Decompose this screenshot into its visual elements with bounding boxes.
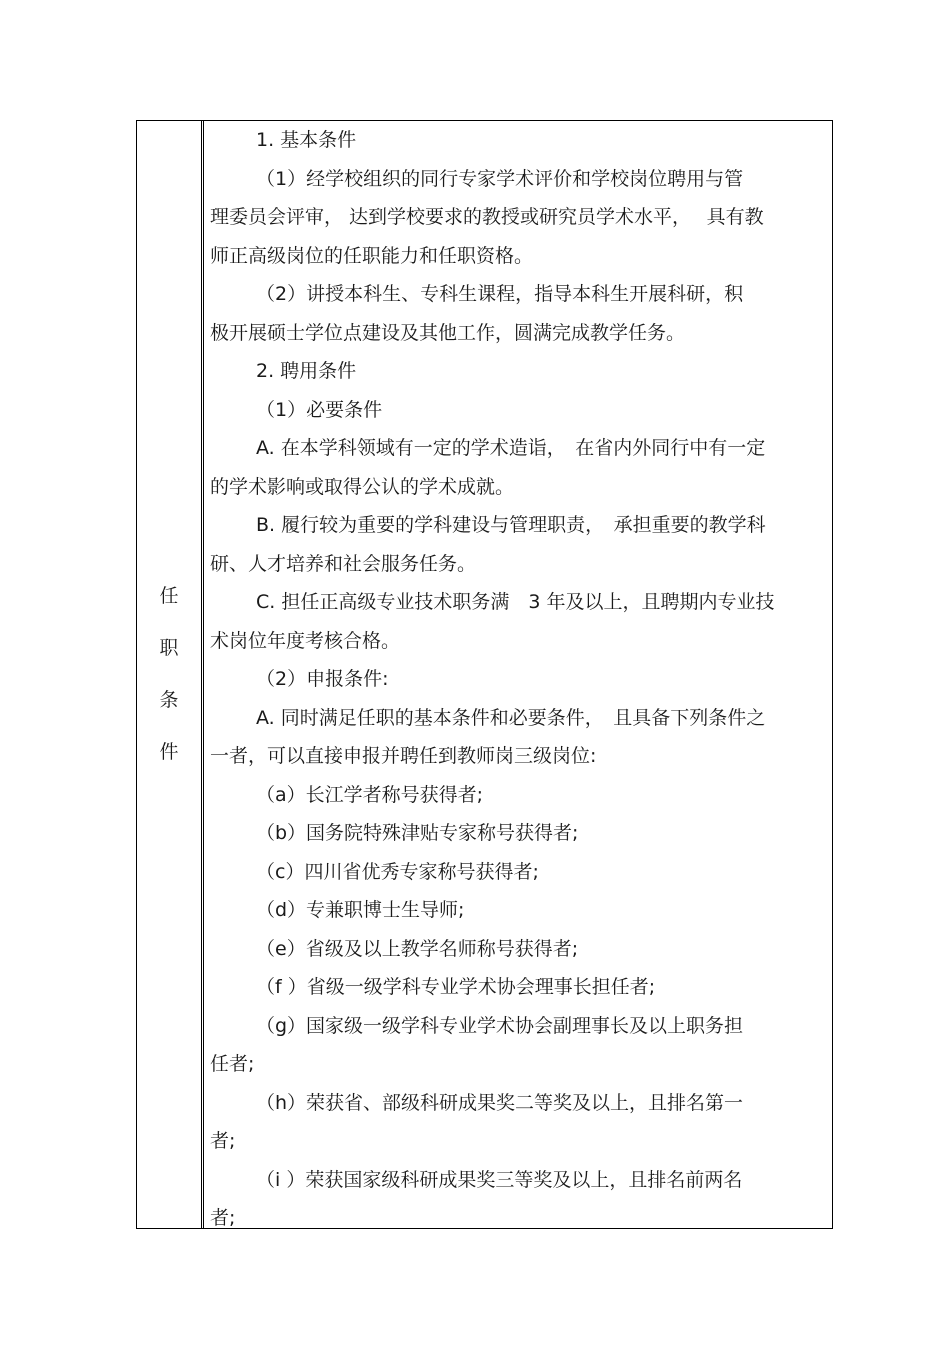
content-line: （b）国务院特殊津贴专家称号获得者; — [256, 822, 579, 844]
row-header-char: 条 — [159, 689, 179, 711]
content-line: （c）四川省优秀专家称号获得者; — [256, 860, 539, 883]
content-line: （2）讲授本科生、专科生课程，指导本科生开展科研，积 — [256, 283, 744, 305]
content-line: （e）省级及以上教学名师称号获得者; — [256, 937, 579, 960]
content-line: （i ）荣获国家级科研成果奖三等奖及以上，且排名前两名 — [256, 1168, 743, 1191]
content-line: 一者，可以直接申报并聘任到教师岗三级岗位: — [210, 745, 597, 767]
content-line: （f ）省级一级学科专业学术协会理事长担任者; — [256, 976, 656, 998]
content-line: 术岗位年度考核合格。 — [210, 629, 401, 652]
content-line: （2）申报条件: — [256, 668, 389, 690]
row-header-cell — [137, 121, 201, 1228]
row-header-char: 件 — [159, 741, 179, 763]
content-line: 研、人才培养和社会服务任务。 — [210, 552, 477, 575]
content-line: 师正高级岗位的任职能力和任职资格。 — [210, 244, 534, 267]
content-line: 2. 聘用条件 — [256, 360, 357, 382]
row-header-char: 任 — [159, 585, 179, 607]
content-line: （d）专兼职博士生导师; — [256, 899, 465, 921]
content-line: 者; — [210, 1207, 236, 1229]
content-line: A. 在本学科领域有一定的学术造诣， 在省内外同行中有一定 — [256, 437, 766, 459]
content-line: 者; — [210, 1130, 236, 1152]
conditions-content — [210, 121, 830, 1228]
column-divider — [201, 121, 204, 1228]
content-line: 理委员会评审， 达到学校要求的教授或研究员学术水平， 具有教 — [210, 206, 764, 228]
content-line: （g）国家级一级学科专业学术协会副理事长及以上职务担 — [256, 1014, 744, 1037]
content-line: 1. 基本条件 — [256, 129, 357, 151]
content-line: （a）长江学者称号获得者; — [256, 783, 484, 806]
content-line: （h）荣获省、部级科研成果奖二等奖及以上，且排名第一 — [256, 1091, 744, 1114]
content-line: 极开展硕士学位点建设及其他工作，圆满完成教学任务。 — [210, 321, 686, 344]
qualification-table — [136, 120, 833, 1229]
content-line: C. 担任正高级专业技术职务满 3 年及以上，且聘期内专业技 — [256, 591, 775, 613]
content-line: （1）经学校组织的同行专家学术评价和学校岗位聘用与管 — [256, 167, 744, 190]
content-line: A. 同时满足任职的基本条件和必要条件， 且具备下列条件之 — [256, 706, 766, 729]
content-line: 的学术影响或取得公认的学术成就。 — [210, 475, 515, 498]
row-header-char: 职 — [159, 637, 179, 659]
content-line: B. 履行较为重要的学科建设与管理职责， 承担重要的教学科 — [256, 514, 766, 536]
row-header — [137, 583, 201, 791]
content-line: （1）必要条件 — [256, 398, 383, 421]
content-line: 任者; — [210, 1053, 255, 1075]
